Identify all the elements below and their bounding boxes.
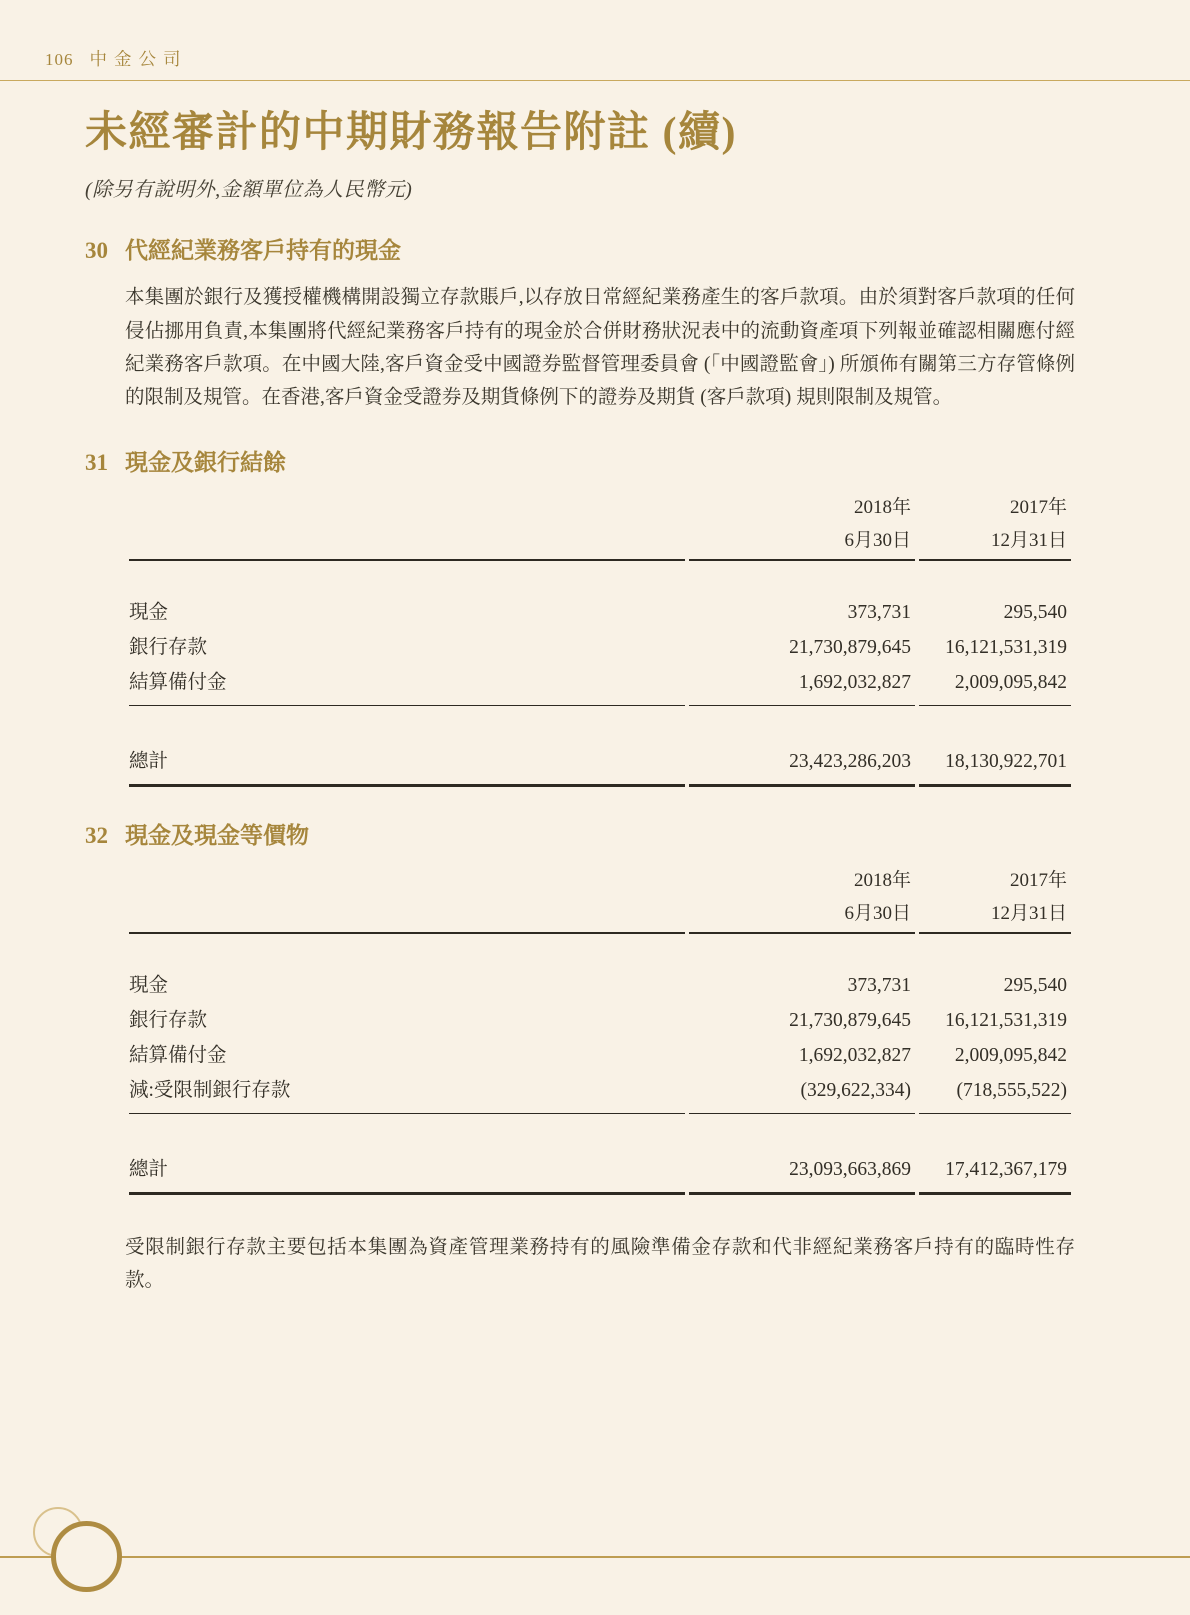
value-2017: 16,121,531,319 [945,636,1067,658]
table-header-year-row [129,486,1071,519]
section-32-body [125,859,1075,1297]
row-label: 銀行存款 [129,1009,208,1031]
row-label: 現金 [129,974,169,996]
value-2018: 21,730,879,645 [789,636,911,658]
value-2017: (718,555,522) [919,1069,1071,1114]
row-label: 減:受限制銀行存款 [129,1069,685,1114]
value-2018: (329,622,334) [689,1069,915,1114]
section-31-heading [85,448,1075,478]
col-header-2017-date: 12月31日 [919,892,1071,934]
table-row [129,626,1071,661]
col-header-2018-date: 6月30日 [689,519,915,561]
total-label: 總計 [129,1144,685,1195]
table-header-date-row [129,892,1071,934]
decorative-circles-dark [51,1521,122,1592]
col-header-2018-date: 6月30日 [689,892,915,934]
section-31-number: 31 [85,449,108,475]
value-2018: 373,731 [847,601,911,623]
table-row [129,999,1071,1034]
restricted-deposits-note: 受限制銀行存款主要包括本集團為資產管理業務持有的風險準備金存款和代非經紀業務客戶持有的臨時性存款。 [125,1236,1075,1291]
row-label: 結算備付金 [129,661,685,706]
table-row [129,591,1071,626]
cash-and-cash-equivalents-table [125,859,1075,1195]
total-2018: 23,423,286,203 [689,736,915,787]
total-label: 總計 [129,736,685,787]
content-column [0,107,1190,1297]
col-header-2017-date: 12月31日 [919,519,1071,561]
value-2017: 295,540 [1003,974,1067,996]
total-row [129,736,1071,787]
section-31-body [125,486,1075,787]
col-header-2017-year: 2017年 [1009,869,1067,891]
row-label: 結算備付金 [129,1044,227,1066]
col-header-2018-year: 2018年 [853,869,911,891]
value-2018: 1,692,032,827 [689,661,915,706]
value-2018: 1,692,032,827 [798,1044,911,1066]
total-2018: 23,093,663,869 [689,1144,915,1195]
table-row [129,1069,1071,1114]
section-32 [85,821,1075,1297]
value-2017: 295,540 [1003,601,1067,623]
section-30-title: 代經紀業務客戶持有的現金 [125,237,401,263]
page-number: 106 [45,50,74,69]
col-header-2018-year: 2018年 [853,496,911,518]
total-2017: 17,412,367,179 [919,1144,1071,1195]
row-label: 現金 [129,601,169,623]
table-header-date-row [129,519,1071,561]
table-row [129,661,1071,706]
total-2017: 18,130,922,701 [919,736,1071,787]
page-title: 未經審計的中期財務報告附註 (續) [85,110,737,156]
table-header-year-row [129,859,1071,892]
section-30-heading [85,236,1075,266]
col-header-2017-year: 2017年 [1009,496,1067,518]
value-2017: 16,121,531,319 [945,1009,1067,1031]
value-2018: 21,730,879,645 [789,1009,911,1031]
section-32-number: 32 [85,822,108,848]
section-32-title: 現金及現金等價物 [125,822,309,848]
section-32-heading [85,821,1075,851]
section-30 [85,236,1075,414]
section-31 [85,448,1075,787]
row-label: 銀行存款 [129,636,208,658]
cash-and-bank-balances-table [125,486,1075,787]
section-30-paragraph: 本集團於銀行及獲授權機構開設獨立存款賬戶,以存放日常經紀業務產生的客戶款項。由於須對客戶款項的任何侵佔挪用負責,本集團將代經紀業務客戶持有的現金於合併財務狀況表中的流動資產項下列報並確認相關應付經紀業務客戶款項。在中國大陸,客戶資金受中國證券監督管理委員會 (「中國證監會」) 所頒佈有關第三方存管條例的限制及規管。在香港,客戶資金受證券及期貨條例下的證券及期貨 (客戶款項) 規則限制及規管。 [125,287,1075,408]
running-header [0,0,1190,81]
table-row [129,1034,1071,1069]
section-30-number: 30 [85,237,108,263]
total-row [129,1144,1071,1195]
currency-note: (除另有說明外,金額單位為人民幣元) [85,178,413,201]
value-2017: 2,009,095,842 [919,661,1071,706]
table-row [129,964,1071,999]
company-name: 中金公司 [89,49,188,69]
value-2017: 2,009,095,842 [954,1044,1067,1066]
footer-rule [0,1556,1190,1558]
section-30-body [125,281,1075,414]
section-31-title: 現金及銀行結餘 [125,449,286,475]
value-2018: 373,731 [847,974,911,996]
